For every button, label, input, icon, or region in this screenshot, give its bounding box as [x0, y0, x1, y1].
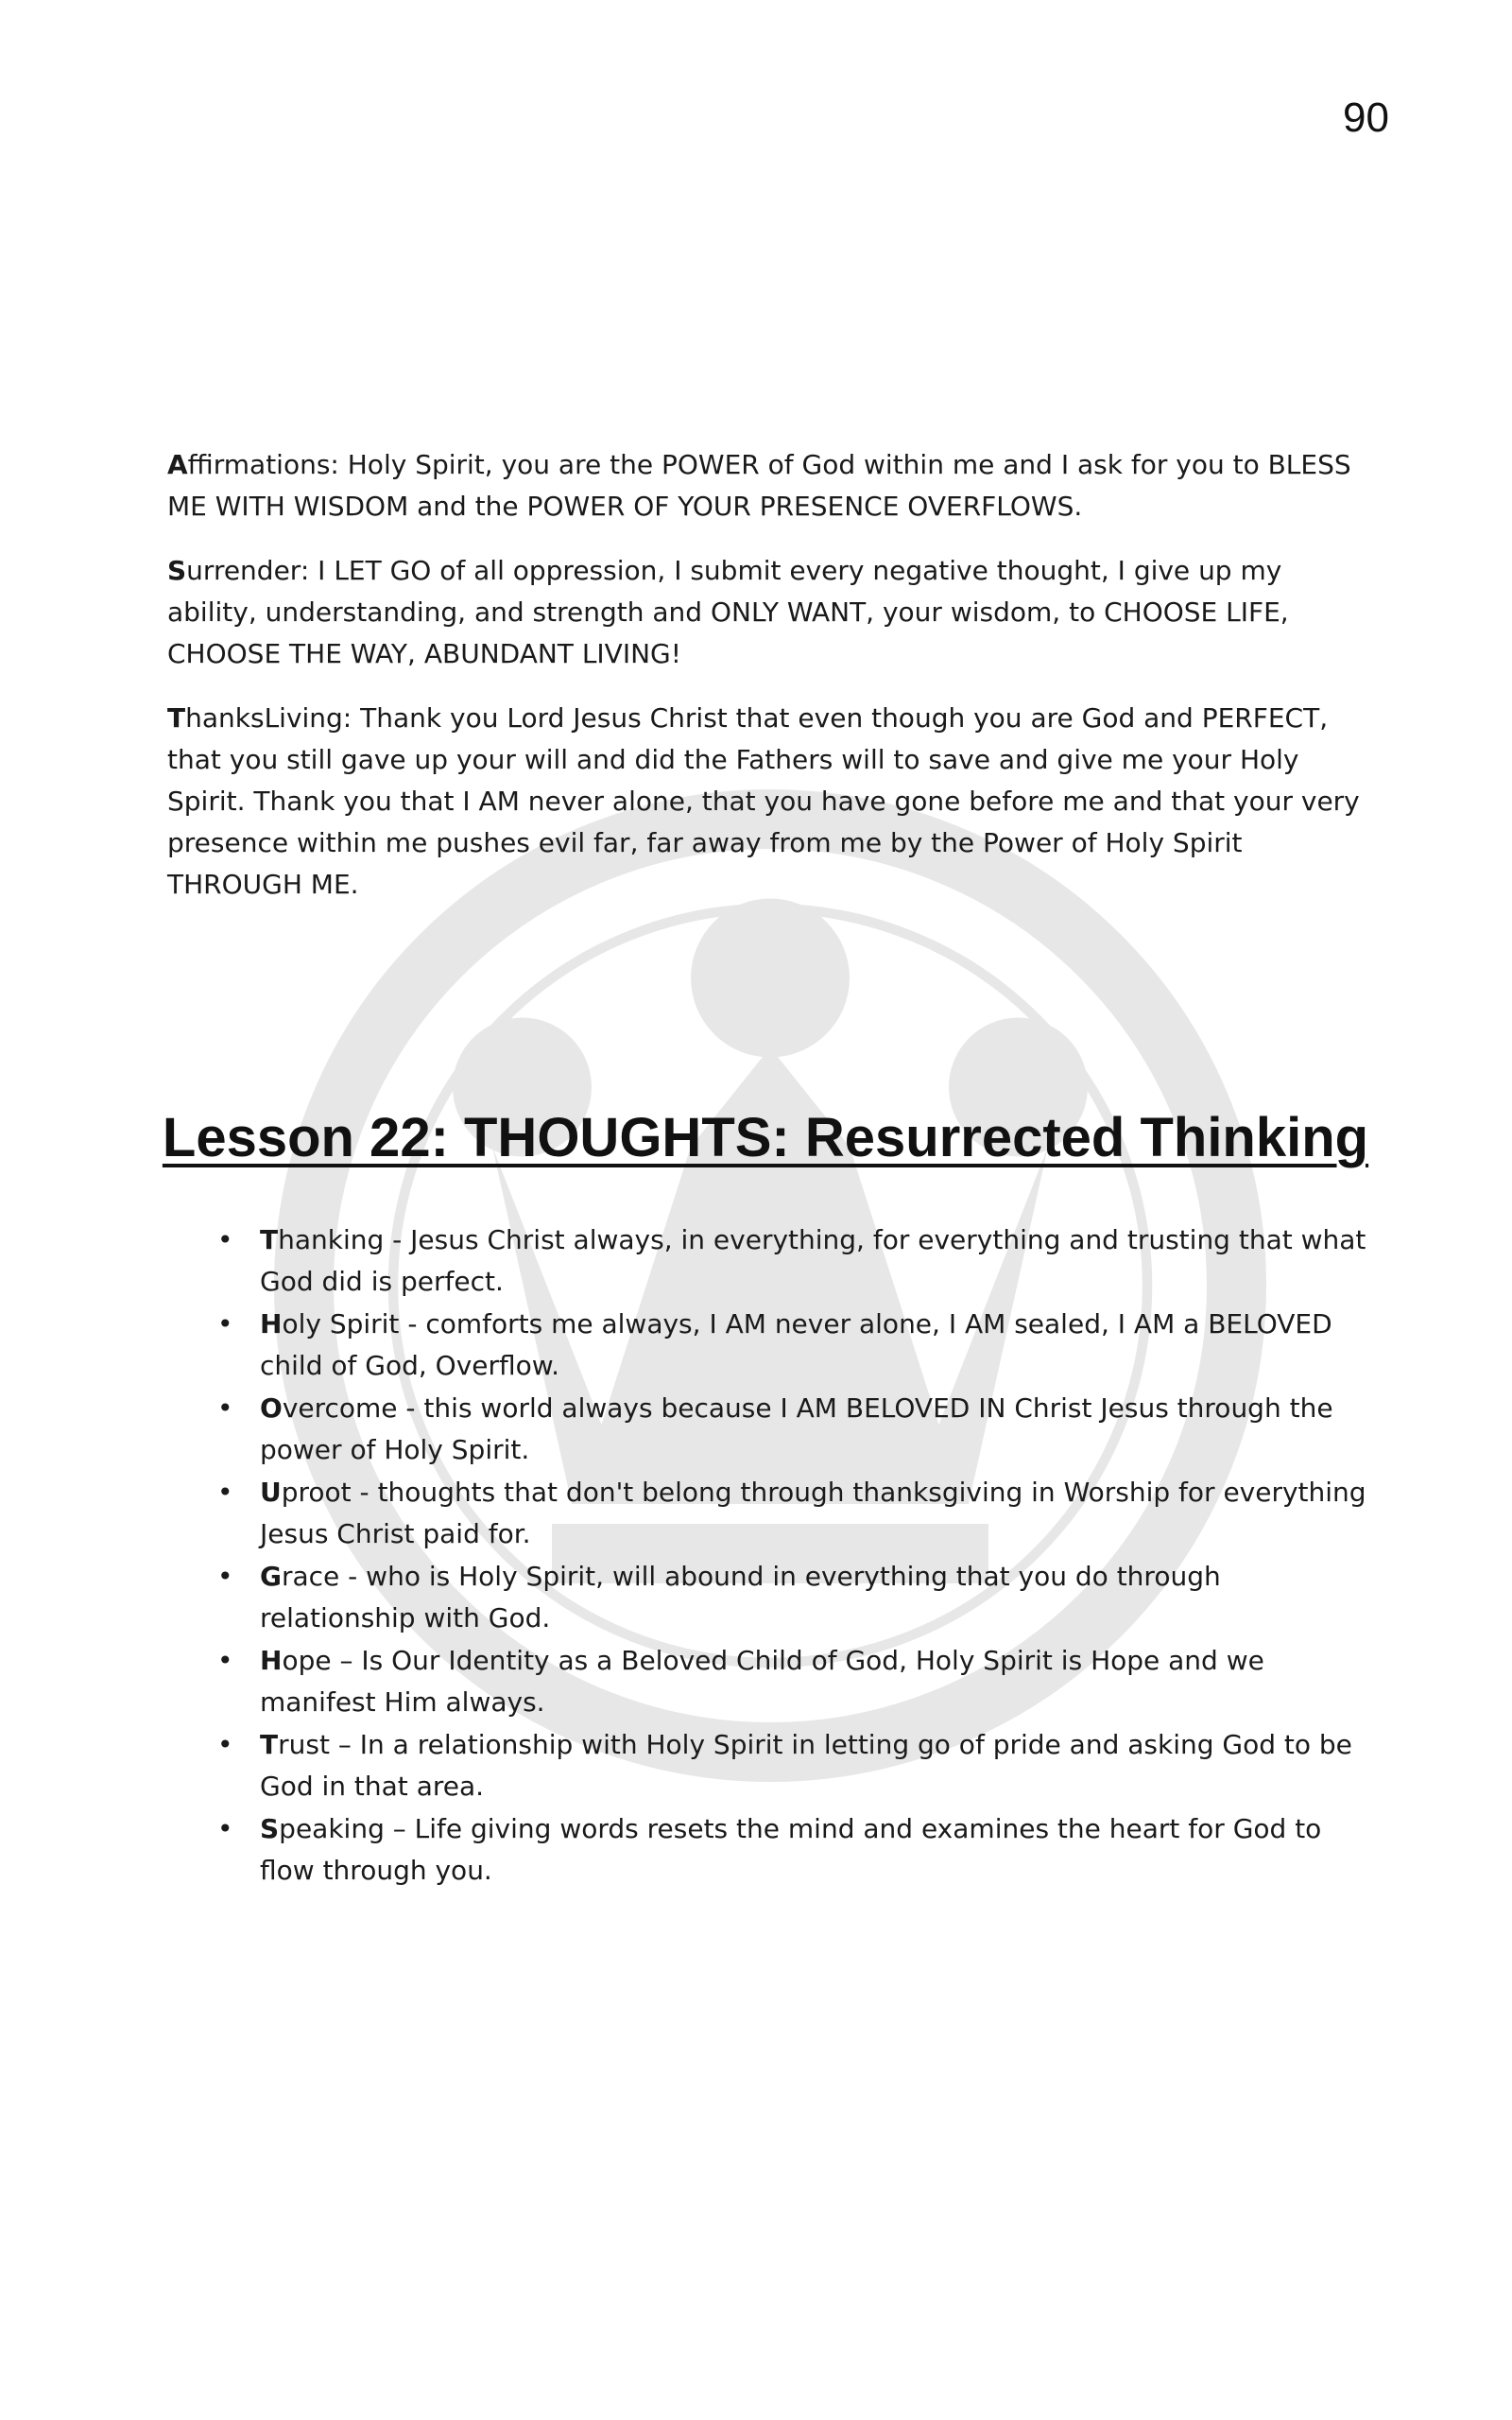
thanksliving-paragraph	[167, 698, 1372, 906]
list-item	[210, 1640, 1372, 1723]
paragraph-lead-letter: T	[167, 702, 186, 734]
item-text: proot - thoughts that don't belong through thanksgiving in Worship for everything Jesus Christ paid for.	[260, 1477, 1366, 1549]
item-lead-letter: H	[260, 1308, 283, 1340]
list-item	[210, 1472, 1372, 1555]
thoughts-bullet-list	[210, 1219, 1372, 1893]
paragraph-text: hanksLiving: Thank you Lord Jesus Christ that even though you are God and PERFECT, that you still gave up your will and did the Fathers will to save and give me your Holy Spirit. Thank you that I AM never alone, that you have gone before me and that your very presence within me pushes evil far, far away from me by the Power of Holy Spirit THROUGH ME.	[167, 702, 1360, 900]
bullet-icon: •	[217, 1392, 233, 1424]
item-lead-letter: G	[260, 1561, 282, 1592]
page-number: 90	[1343, 95, 1389, 141]
paragraph-lead-letter: A	[167, 449, 188, 480]
bullet-icon: •	[217, 1561, 233, 1592]
bullet-icon: •	[217, 1729, 233, 1760]
list-item	[210, 1388, 1372, 1471]
item-lead-letter: T	[260, 1729, 279, 1760]
affirmations-paragraph	[167, 444, 1372, 527]
list-item	[210, 1304, 1372, 1387]
item-text: rust – In a relationship with Holy Spirit in letting go of pride and asking God to be God in that area.	[260, 1729, 1352, 1802]
lesson-title: Lesson 22: THOUGHTS: Resurrected Thinking	[162, 1107, 1369, 1168]
item-text: vercome - this world always because I AM BELOVED IN Christ Jesus through the power of Holy Spirit.	[260, 1392, 1333, 1465]
affirmation-paragraphs	[167, 444, 1372, 928]
item-lead-letter: H	[260, 1645, 283, 1676]
list-item	[210, 1724, 1372, 1807]
bullet-icon: •	[217, 1813, 233, 1844]
item-text: race - who is Holy Spirit, will abound in everything that you do through relationship with God.	[260, 1561, 1221, 1634]
bullet-icon: •	[217, 1308, 233, 1340]
item-text: peaking – Life giving words resets the mind and examines the heart for God to flow through you.	[260, 1813, 1322, 1886]
bullet-icon: •	[217, 1224, 233, 1255]
paragraph-text: urrender: I LET GO of all oppression, I submit every negative thought, I give up my ability, understanding, and strength and ONLY WANT, your wisdom, to CHOOSE LIFE, CHOOSE THE WAY, ABUNDANT LIVING!	[167, 555, 1289, 669]
item-lead-letter: U	[260, 1477, 282, 1508]
paragraph-lead-letter: S	[167, 555, 187, 586]
item-text: oly Spirit - comforts me always, I AM never alone, I AM sealed, I AM a BELOVED child of God, Overflow.	[260, 1308, 1332, 1381]
item-lead-letter: S	[260, 1813, 280, 1844]
item-text: hanking - Jesus Christ always, in everything, for everything and trusting that what God did is perfect.	[260, 1224, 1366, 1297]
paragraph-text: ffirmations: Holy Spirit, you are the POWER of God within me and I ask for you to BLESS ME WITH WISDOM and the POWER OF YOUR PRESENCE OVERFLOWS.	[167, 449, 1351, 522]
list-item	[210, 1808, 1372, 1892]
list-item	[210, 1556, 1372, 1639]
surrender-paragraph	[167, 550, 1372, 675]
item-lead-letter: T	[260, 1224, 279, 1255]
item-text: ope – Is Our Identity as a Beloved Child of God, Holy Spirit is Hope and we manifest Him always.	[260, 1645, 1264, 1718]
bullet-icon: •	[217, 1645, 233, 1676]
bullet-icon: •	[217, 1477, 233, 1508]
item-lead-letter: O	[260, 1392, 283, 1424]
list-item	[210, 1219, 1372, 1303]
